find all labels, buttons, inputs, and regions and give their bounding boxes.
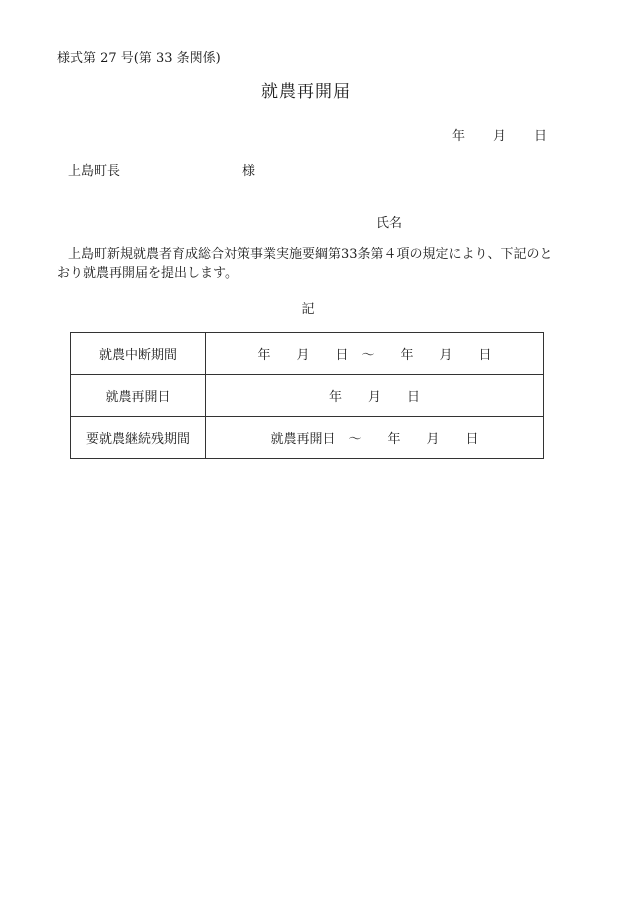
addressee-name: 上島町長 — [68, 164, 121, 179]
date-month-label: 月 — [493, 129, 507, 144]
row-label-suspension-period: 就農中断期間 — [71, 333, 206, 375]
ki-heading: 記 — [301, 302, 315, 317]
date-day-label: 日 — [534, 129, 548, 144]
table-row — [71, 375, 544, 417]
details-table — [70, 332, 544, 459]
table-row — [71, 333, 544, 375]
row-label-remaining-period: 要就農継続残期間 — [71, 417, 206, 459]
date-year-label: 年 — [452, 129, 466, 144]
row-value-remaining-period: 就農再開日 ～ 年 月 日 — [206, 417, 544, 459]
table-row — [71, 417, 544, 459]
form-number: 様式第 27 号(第 33 条関係) — [57, 51, 221, 66]
document-title: 就農再開届 — [261, 82, 351, 102]
applicant-name-label: 氏名 — [376, 216, 403, 231]
body-text: 上島町新規就農者育成総合対策事業実施要綱第33条第４項の規定により、下記のとおり就農再開届を提出します。 — [57, 247, 553, 281]
row-value-suspension-period: 年 月 日 ～ 年 月 日 — [206, 333, 544, 375]
row-value-resume-date: 年 月 日 — [206, 375, 544, 417]
addressee-honorific: 様 — [242, 164, 256, 179]
row-label-resume-date: 就農再開日 — [71, 375, 206, 417]
date-line — [452, 125, 547, 144]
